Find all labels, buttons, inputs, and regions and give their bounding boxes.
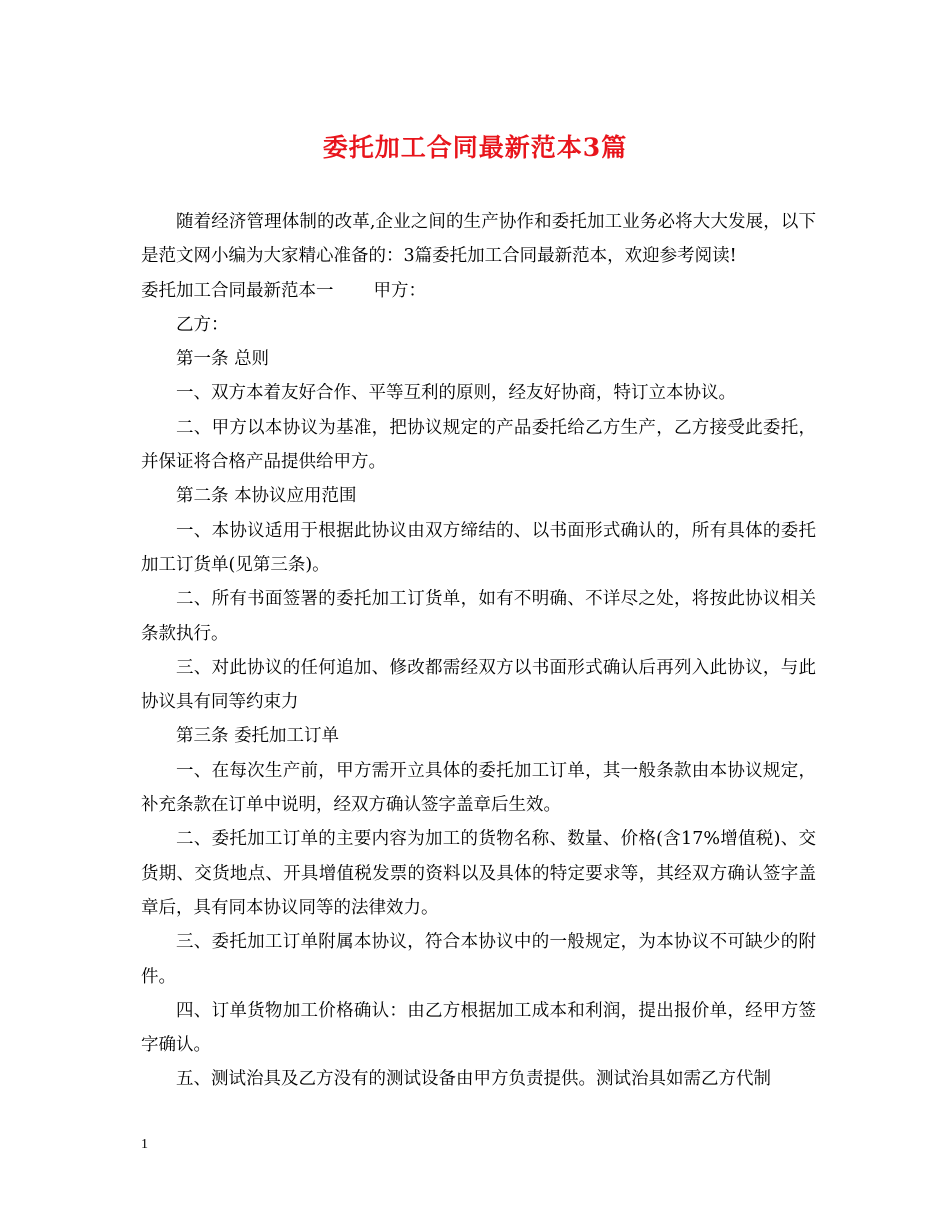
section-heading: 委托加工合同最新范本一 xyxy=(141,280,334,301)
paragraph: 四、订单货物加工价格确认：由乙方根据加工成本和利润，提出报价单，经甲方签字确认。 xyxy=(141,1000,816,1056)
paragraph: 五、测试治具及乙方没有的测试设备由甲方负责提供。测试治具如需乙方代制 xyxy=(176,1069,771,1090)
paragraph: 二、委托加工订单的主要内容为加工的货物名称、数量、价格(含17%增值税)、交货期、交货地点、开具增值税发票的资料以及具体的特定要求等，其经双方确认签字盖章后，具有同本协议同等的法律效力。 xyxy=(141,829,816,918)
intro-paragraph: 随着经济管理体制的改革,企业之间的生产协作和委托加工业务必将大大发展，以下是范文网小编为大家精心准备的：3篇委托加工合同最新范本，欢迎参考阅读! xyxy=(141,212,816,267)
article-heading: 第一条 总则 xyxy=(176,349,270,370)
page-number: 1 xyxy=(141,1137,148,1152)
paragraph: 一、在每次生产前，甲方需开立具体的委托加工订单，其一般条款由本协议规定，补充条款在订单中说明，经双方确认签字盖章后生效。 xyxy=(141,760,816,816)
article-heading: 第三条 委托加工订单 xyxy=(176,726,340,747)
party-b-label: 乙方： xyxy=(176,314,229,335)
document-body xyxy=(141,205,816,1097)
document-title: 委托加工合同最新范本3篇 xyxy=(322,133,628,162)
paragraph: 一、本协议适用于根据此协议由双方缔结的、以书面形式确认的，所有具体的委托加工订货单(见第三条)。 xyxy=(141,520,816,575)
paragraph: 三、对此协议的任何追加、修改都需经双方以书面形式确认后再列入此协议，与此协议具有同等约束力 xyxy=(141,657,816,713)
article-heading: 第二条 本协议应用范围 xyxy=(176,486,357,507)
party-a-label: 甲方： xyxy=(373,280,426,301)
paragraph: 一、双方本着友好合作、平等互利的原则，经友好协商，特订立本协议。 xyxy=(176,383,736,404)
paragraph: 二、甲方以本协议为基准，把协议规定的产品委托给乙方生产，乙方接受此委托，并保证将合格产品提供给甲方。 xyxy=(141,417,816,473)
paragraph: 三、委托加工订单附属本协议，符合本协议中的一般规定，为本协议不可缺少的附件。 xyxy=(141,932,816,987)
section-heading-line xyxy=(141,274,816,308)
paragraph: 二、所有书面签署的委托加工订货单，如有不明确、不详尽之处，将按此协议相关条款执行。 xyxy=(141,589,816,644)
